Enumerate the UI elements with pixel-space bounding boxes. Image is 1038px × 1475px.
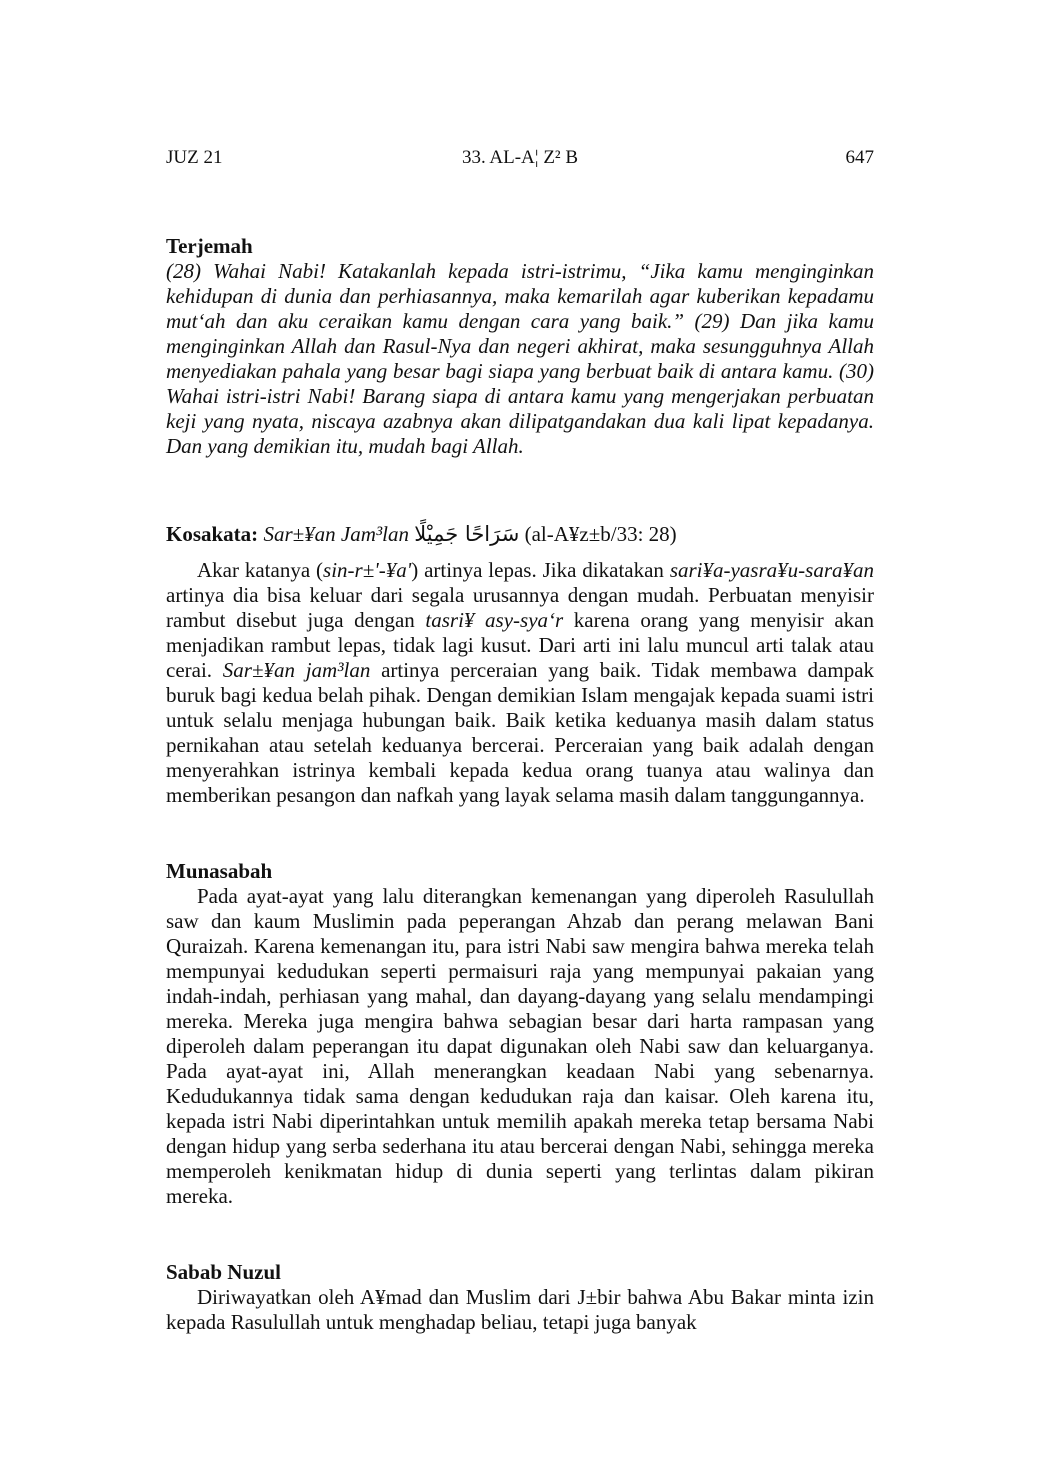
kosakata-body-segment: tasri¥ asy-sya‘r — [425, 608, 564, 632]
kosakata-body-segment: karena orang yang menyisir akan menjadikan rambut lepas, tidak lagi kusut. Dari arti ini lalu muncul arti talak atau cerai. — [166, 608, 874, 682]
kosakata-label: Kosakata: — [166, 522, 259, 546]
kosakata-body-segment: Akar katanya ( — [197, 558, 324, 582]
running-header — [166, 147, 874, 173]
munasabah-heading: Munasabah — [166, 859, 273, 883]
terjemah-section — [166, 234, 874, 459]
kosakata-term: Sar±¥an Jam³lan — [263, 522, 410, 546]
surah-title: 33. AL-A¦ Z² B — [461, 147, 579, 168]
sabab-nuzul-heading: Sabab Nuzul — [166, 1260, 281, 1284]
munasabah-section — [166, 859, 874, 1209]
kosakata-arabic: سَرَاحًا جَمِيْلًا — [414, 522, 520, 546]
juz-label: JUZ 21 — [166, 147, 223, 168]
kosakata-body-segment: artinya perceraian yang baik. Tidak membawa dampak buruk bagi kedua belah pihak. Dengan demikian Islam mengajak kepada suami istri untuk selalu menjaga hubungan baik. Baik ketika keduanya masih dalam status pernikahan atau setelah keduanya bercerai. Perceraian yang baik adalah dengan menyerahkan istrinya kembali kepada kedua orang tuanya atau walinya dan memberikan pesangon dan nafkah yang layak selama masih dalam tanggungannya. — [166, 658, 875, 807]
page-number: 647 — [845, 147, 874, 168]
terjemah-text: (28) Wahai Nabi! Katakanlah kepada istri-istrimu, “Jika kamu menginginkan kehidupan di dunia dan perhiasannya, maka kemarilah agar kuberikan kepadamu mut‘ah dan aku ceraikan kamu dengan cara yang baik.” (29) Dan jika kamu menginginkan Allah dan Rasul-Nya dan negeri akhirat, maka sesungguhnya Allah menyediakan pahala yang besar bagi siapa yang berbuat baik di antara kamu. (30) Wahai istri-istri Nabi! Barang siapa di antara kamu yang mengerjakan perbuatan keji yang nyata, niscaya azabnya akan dilipatgandakan dua kali lipat kepadanya. Dan yang demikian itu, mudah bagi Allah. — [166, 259, 874, 458]
kosakata-body — [166, 558, 874, 808]
sabab-nuzul-text: Diriwayatkan oleh A¥mad dan Muslim dari J±bir bahwa Abu Bakar minta izin kepada Rasulullah untuk menghadap beliau, tetapi juga banyak — [166, 1285, 874, 1334]
kosakata-body-segment: artinya dia bisa keluar dari segala urusannya dengan mudah. Perbuatan menyisir rambut disebut juga dengan — [166, 583, 874, 632]
kosakata-body-segment: Sar±¥an jam³lan — [222, 658, 371, 682]
kosakata-body-segment: sin-r±'-¥a' — [323, 558, 412, 582]
kosakata-reference: (al-A¥z±b/33: 28) — [524, 522, 677, 546]
munasabah-text: Pada ayat-ayat yang lalu diterangkan kemenangan yang diperoleh Rasulullah saw dan kaum Muslimin pada peperangan Ahzab dan perang melawan Bani Quraizah. Karena kemenangan itu, para istri Nabi saw mengira bahwa mereka telah mempunyai kedudukan seperti permaisuri raja yang mempunyai pakaian yang indah-indah, perhiasan yang mahal, dan dayang-dayang yang selalu mendampingi mereka. Mereka juga mengira bahwa sebagian besar dari harta rampasan yang diperoleh dalam peperangan itu dapat digunakan oleh Nabi saw dan keluarganya. Pada ayat-ayat ini, Allah menerangkan keadaan Nabi yang sebenarnya. Kedudukannya tidak sama dengan kedudukan raja dan kaisar. Oleh karena itu, kepada istri Nabi diperintahkan untuk memilih apakah mereka tetap bersama Nabi dengan hidup yang serba sederhana itu atau bercerai dengan Nabi, sehingga mereka memperoleh kenikmatan hidup di dunia seperti yang terlintas dalam pikiran mereka. — [166, 884, 874, 1208]
kosakata-body-segment: sari¥a-yasra¥u-sara¥an — [669, 558, 874, 582]
kosakata-line — [166, 520, 874, 548]
terjemah-heading: Terjemah — [166, 234, 253, 258]
kosakata-body-segment: ) artinya lepas. Jika dikatakan — [411, 558, 670, 582]
sabab-nuzul-section — [166, 1260, 874, 1335]
